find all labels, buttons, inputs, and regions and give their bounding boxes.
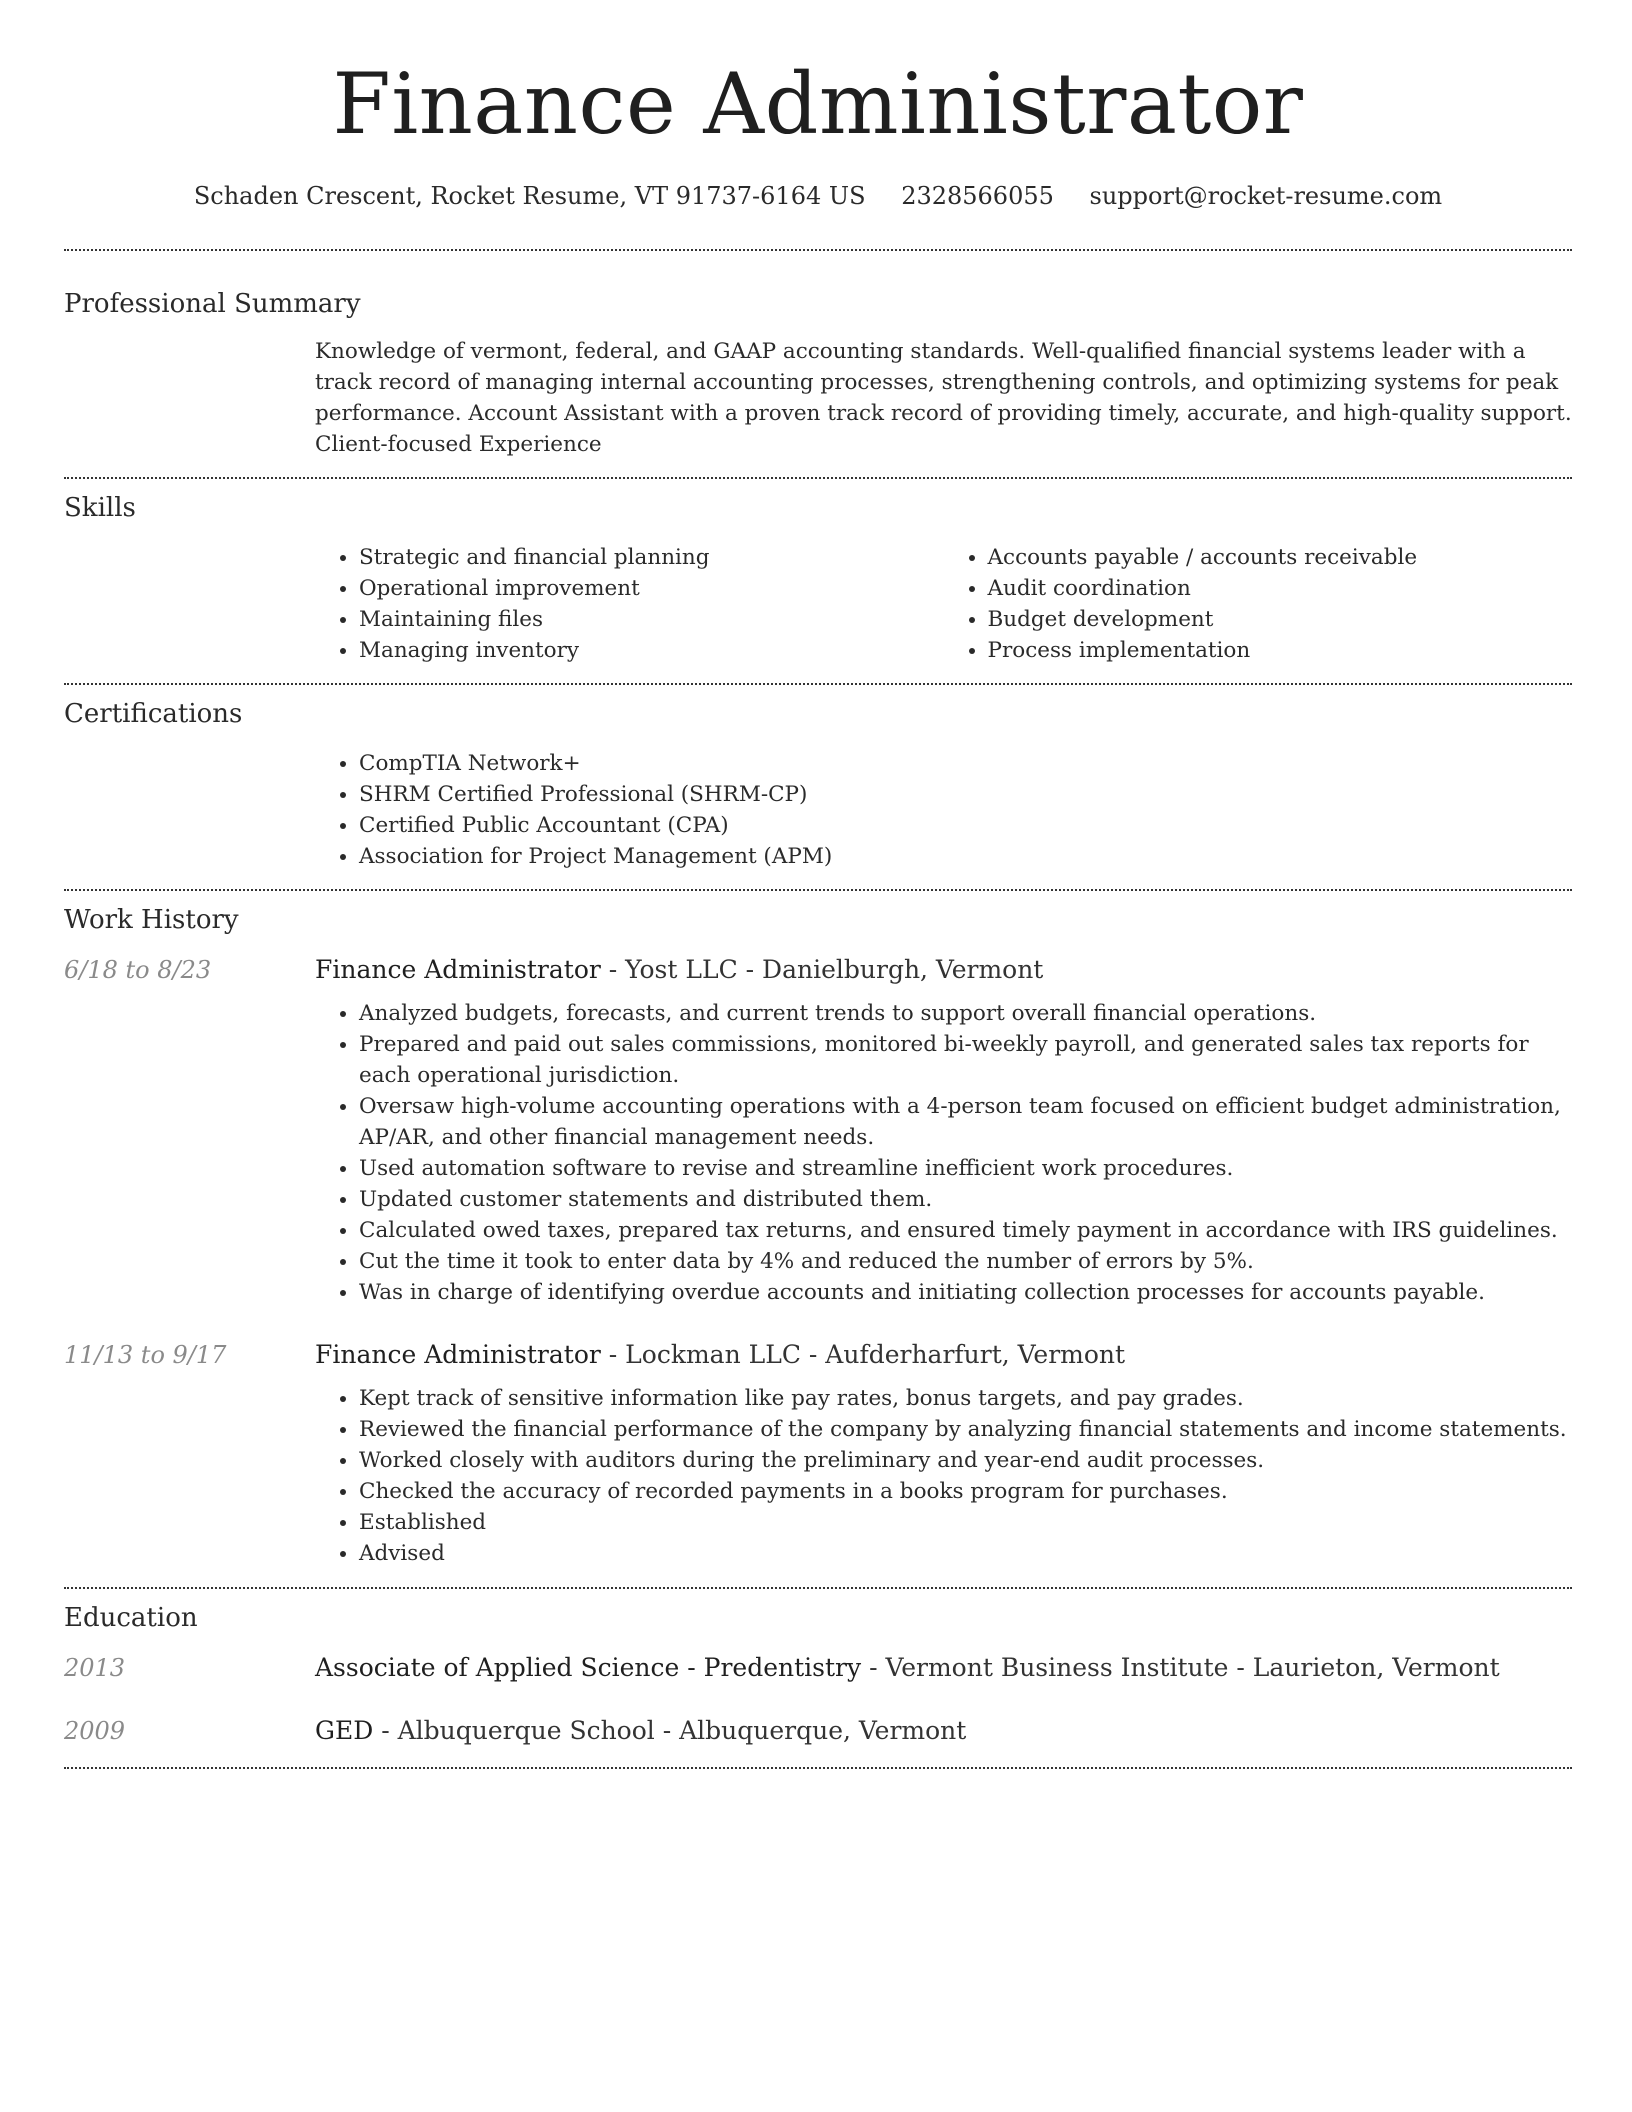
certifications-content	[315, 748, 1572, 872]
job-bullet: • Oversaw high-volume accounting operations with a 4-person team focused on efficient budget administration, AP/AR, and other financial management needs.	[359, 1091, 1572, 1153]
summary-section	[64, 287, 1572, 460]
job-header	[64, 955, 1572, 984]
certifications-section	[64, 697, 1572, 872]
summary-section-title: Professional Summary	[64, 289, 361, 319]
education-section-title: Education	[64, 1603, 198, 1633]
job-position: Finance Administrator	[315, 955, 601, 984]
skills-section-title: Skills	[64, 493, 136, 523]
job-bullet: • Calculated owed taxes, prepared tax returns, and ensured timely payment in accordance with IRS guidelines.	[359, 1215, 1572, 1246]
skill-item: • Process implementation	[988, 635, 1573, 666]
section-divider	[64, 249, 1572, 251]
skill-item: • Strategic and financial planning	[359, 542, 944, 573]
job-bullet: • Advised	[359, 1538, 1572, 1569]
job-company-location: - Yost LLC - Danielburgh, Vermont	[600, 955, 1044, 984]
email-text: support@rocket-resume.com	[1089, 182, 1443, 210]
job-bullet: • Worked closely with auditors during the preliminary and year-end audit processes.	[359, 1445, 1572, 1476]
summary-text: Knowledge of vermont, federal, and GAAP accounting standards. Well-qualified financial systems leader with a track record of managing internal accounting processes, strengthening controls, and optimizing systems for peak performance. Account Assistant with a proven track record of providing timely, accurate, and high-quality support. Client-focused Experience	[315, 339, 1572, 457]
job-title	[315, 955, 1043, 984]
certification-item: • Association for Project Management (APM)	[359, 841, 1572, 872]
skills-list-left	[315, 542, 944, 666]
skill-item: • Maintaining files	[359, 604, 944, 635]
job-company-location: - Lockman LLC - Aufderharfurt, Vermont	[600, 1340, 1126, 1369]
job-bullet: • Kept track of sensitive information like pay rates, bonus targets, and pay grades.	[359, 1383, 1572, 1414]
job-bullet: • Cut the time it took to enter data by 4% and reduced the number of errors by 5%.	[359, 1246, 1572, 1277]
phone-text: 2328566055	[901, 182, 1054, 210]
education-degree: GED	[315, 1716, 374, 1745]
skills-list-right	[944, 542, 1573, 666]
job-position: Finance Administrator	[315, 1340, 601, 1369]
job-bullet-list	[315, 1383, 1572, 1569]
skills-section	[64, 491, 1572, 666]
certification-item: • Certified Public Accountant (CPA)	[359, 810, 1572, 841]
work-history-section-title: Work History	[64, 905, 239, 935]
education-entry	[64, 1653, 1572, 1682]
contact-line	[64, 178, 1572, 214]
education-school: - Vermont Business Institute - Laurieton, Vermont	[861, 1653, 1500, 1682]
certification-item: • CompTIA Network+	[359, 748, 1572, 779]
job-bullet: • Was in charge of identifying overdue accounts and initiating collection processes for accounts payable.	[359, 1277, 1572, 1308]
skill-item: • Accounts payable / accounts receivable	[988, 542, 1573, 573]
skill-item: • Audit coordination	[988, 573, 1573, 604]
job-details	[315, 1383, 1572, 1569]
education-title	[315, 1716, 966, 1745]
job-header	[64, 1340, 1572, 1369]
resume-name-heading: Finance Administrator	[332, 55, 1304, 153]
education-year: 2013	[64, 1654, 126, 1682]
section-divider	[64, 477, 1572, 479]
education-section	[64, 1601, 1572, 1745]
job-bullet: • Reviewed the financial performance of the company by analyzing financial statements and income statements.	[359, 1414, 1572, 1445]
job-bullet: • Analyzed budgets, forecasts, and current trends to support overall financial operations.	[359, 998, 1572, 1029]
section-divider	[64, 683, 1572, 685]
section-divider	[64, 889, 1572, 891]
education-entry	[64, 1716, 1572, 1745]
certifications-list	[315, 748, 1572, 872]
job-bullet: • Checked the accuracy of recorded payments in a books program for purchases.	[359, 1476, 1572, 1507]
education-degree: Associate of Applied Science - Predentistry	[315, 1653, 862, 1682]
certification-item: • SHRM Certified Professional (SHRM-CP)	[359, 779, 1572, 810]
job-dates: 6/18 to 8/23	[64, 956, 212, 984]
address-text: Schaden Crescent, Rocket Resume, VT 91737-6164 US	[193, 182, 866, 210]
job-dates: 11/13 to 9/17	[64, 1341, 227, 1369]
section-divider	[64, 1767, 1572, 1769]
job-bullet: • Updated customer statements and distributed them.	[359, 1184, 1572, 1215]
education-year: 2009	[64, 1717, 126, 1745]
education-school: - Albuquerque School - Albuquerque, Vermont	[373, 1716, 967, 1745]
section-divider	[64, 1587, 1572, 1589]
skills-columns	[315, 542, 1572, 666]
skill-item: • Budget development	[988, 604, 1573, 635]
education-title	[315, 1653, 1500, 1682]
skill-item: • Managing inventory	[359, 635, 944, 666]
job-title	[315, 1340, 1125, 1369]
job-bullet: • Prepared and paid out sales commissions, monitored bi-weekly payroll, and generated sales tax reports for each operational jurisdiction.	[359, 1029, 1572, 1091]
job-bullet: • Used automation software to revise and streamline inefficient work procedures.	[359, 1153, 1572, 1184]
work-history-section	[64, 903, 1572, 1569]
job-bullet: • Established	[359, 1507, 1572, 1538]
certifications-section-title: Certifications	[64, 699, 243, 729]
skill-item: • Operational improvement	[359, 573, 944, 604]
resume-page	[64, 0, 1572, 1769]
job-bullet-list	[315, 998, 1572, 1308]
job-details	[315, 998, 1572, 1308]
